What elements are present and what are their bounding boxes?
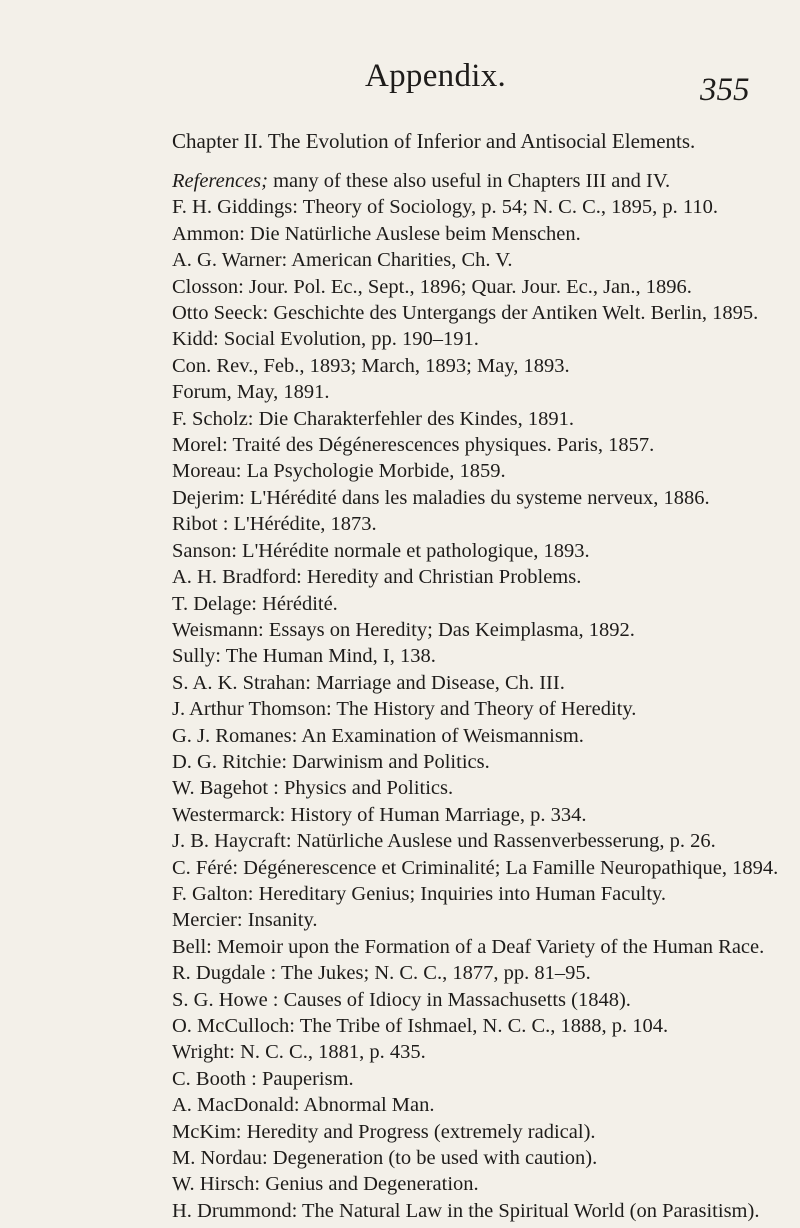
- reference-entry: J. B. Haycraft: Natürliche Auslese und Rassenverbesserung, p. 26.: [172, 830, 716, 853]
- reference-entry: W. Hirsch: Genius and Degeneration.: [172, 1173, 479, 1196]
- reference-entry: Weismann: Essays on Heredity; Das Keimplasma, 1892.: [172, 618, 635, 641]
- reference-entry: F. Scholz: Die Charakterfehler des Kindes, 1891.: [172, 407, 574, 430]
- reference-entry: F. Galton: Hereditary Genius; Inquiries into Human Faculty.: [172, 882, 667, 905]
- chapter-heading: Chapter II. The Evolution of Inferior and Antisocial Elements.: [172, 129, 696, 153]
- reference-entry: G. J. Romanes: An Examination of Weismannism.: [172, 724, 584, 747]
- reference-entry: Sanson: L'Hérédite normale et pathologique, 1893.: [172, 539, 590, 562]
- reference-entry: Ribot : L'Hérédite, 1873.: [172, 513, 377, 536]
- reference-entry: O. McCulloch: The Tribe of Ishmael, N. C. C., 1888, p. 104.: [172, 1015, 669, 1037]
- reference-entry: T. Delage: Hérédité.: [172, 592, 338, 615]
- reference-entry: Westermarck: History of Human Marriage, p. 334.: [172, 803, 587, 826]
- reference-entry: M. Nordau: Degeneration (to be used with caution).: [172, 1147, 598, 1170]
- reference-entry: A. G. Warner: American Charities, Ch. V.: [172, 249, 513, 272]
- reference-entry: Morel: Traité des Dégénerescences physiques. Paris, 1857.: [172, 434, 655, 457]
- reference-entry: W. Bagehot : Physics and Politics.: [172, 777, 454, 800]
- reference-entry: C. Booth : Pauperism.: [172, 1067, 354, 1090]
- reference-entry: J. Arthur Thomson: The History and Theory of Heredity.: [172, 698, 637, 721]
- reference-entry: R. Dugdale : The Jukes; N. C. C., 1877, pp. 81–95.: [172, 962, 591, 985]
- reference-entry: Bell: Memoir upon the Formation of a Deaf Variety of the Human Race.: [172, 935, 765, 958]
- reference-entry: Wright: N. C. C., 1881, p. 435.: [172, 1041, 426, 1064]
- references-label: References;: [172, 170, 268, 192]
- reference-list: [172, 168, 792, 1224]
- running-head: Appendix.: [365, 58, 507, 94]
- reference-entry: Mercier: Insanity.: [172, 909, 318, 932]
- reference-entry: A. MacDonald: Abnormal Man.: [172, 1094, 435, 1117]
- reference-entry: Sully: The Human Mind, I, 138.: [172, 645, 436, 668]
- reference-entry: Con. Rev., Feb., 1893; March, 1893; May, 1893.: [172, 354, 570, 377]
- reference-entry: H. Drummond: The Natural Law in the Spiritual World (on Parasitism).: [172, 1199, 760, 1222]
- reference-entry: Forum, May, 1891.: [172, 381, 330, 404]
- reference-entry: D. G. Ritchie: Darwinism and Politics.: [172, 750, 490, 773]
- references-intro-text: many of these also useful in Chapters III and IV.: [267, 170, 671, 192]
- reference-entry: Kidd: Social Evolution, pp. 190–191.: [172, 328, 479, 351]
- reference-entry: Otto Seeck: Geschichte des Untergangs der Antiken Welt. Berlin, 1895.: [172, 302, 759, 325]
- reference-entry: A. H. Bradford: Heredity and Christian Problems.: [172, 566, 582, 589]
- reference-entry: S. A. K. Strahan: Marriage and Disease, Ch. III.: [172, 671, 565, 694]
- references-intro: [172, 168, 792, 194]
- reference-entry: C. Féré: Dégénerescence et Criminalité; La Famille Neuropathique, 1894.: [172, 856, 779, 879]
- reference-entry: McKim: Heredity and Progress (extremely radical).: [172, 1120, 596, 1143]
- reference-entry: F. H. Giddings: Theory of Sociology, p. 54; N. C. C., 1895, p. 110.: [172, 196, 718, 219]
- reference-entry: Closson: Jour. Pol. Ec., Sept., 1896; Quar. Jour. Ec., Jan., 1896.: [172, 275, 692, 298]
- reference-entry: Ammon: Die Natürliche Auslese beim Menschen.: [172, 222, 581, 245]
- reference-entry: Moreau: La Psychologie Morbide, 1859.: [172, 460, 506, 483]
- page-number: 355: [700, 72, 750, 108]
- reference-entry: Dejerim: L'Hérédité dans les maladies du systeme nerveux, 1886.: [172, 486, 710, 509]
- reference-entry: S. G. Howe : Causes of Idiocy in Massachusetts (1848).: [172, 988, 631, 1011]
